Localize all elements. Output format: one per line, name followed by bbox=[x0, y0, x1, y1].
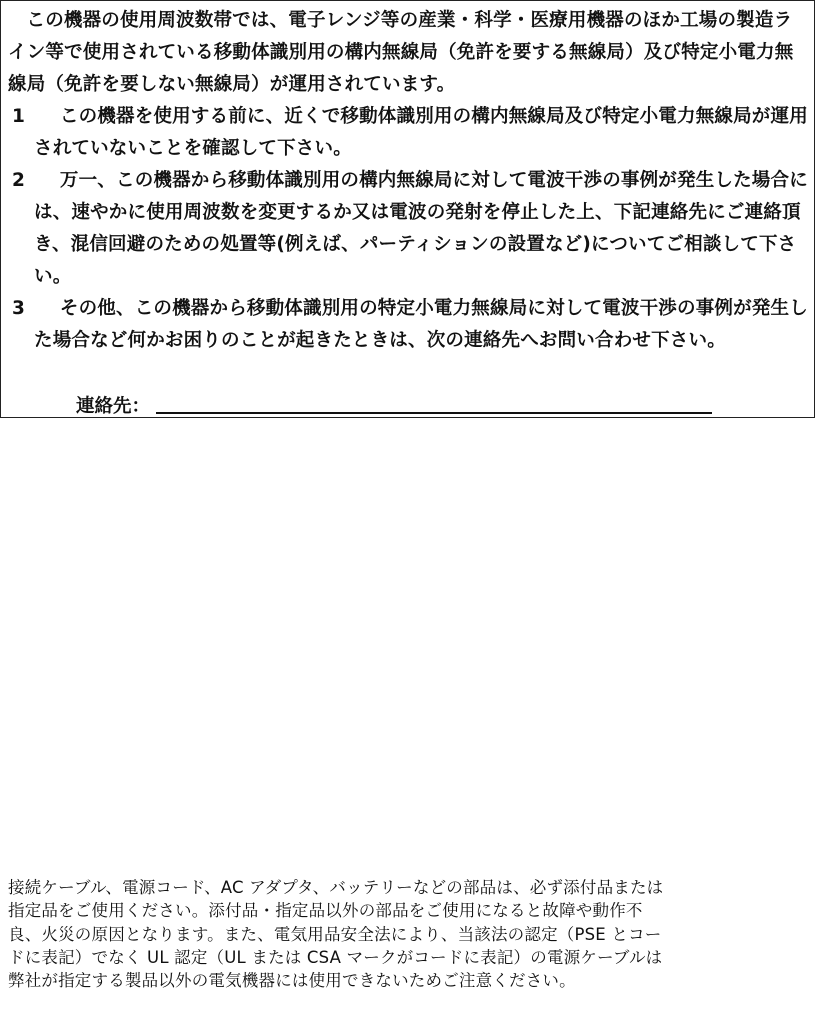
radio-interference-notice-box bbox=[0, 0, 815, 418]
notice-item-text: その他、この機器から移動体識別用の特定小電力無線局に対して電波干渉の事例が発生した場合など何かお困りのことが起きたときは、次の連絡先へお問い合わせ下さい。 bbox=[34, 298, 808, 351]
notice-intro: この機器の使用周波数帯では、電子レンジ等の産業・科学・医療用機器のほか工場の製造ライン等で使用されている移動体識別用の構内無線局（免許を要する無線局）及び特定小電力無線局（免許を要しない無線局）が運用されています。 bbox=[8, 10, 794, 95]
notice-text bbox=[8, 5, 808, 357]
notice-item-text: この機器を使用する前に、近くで移動体識別用の構内無線局及び特定小電力無線局が運用されていないことを確認して下さい。 bbox=[34, 106, 808, 159]
notice-item-number: 2 bbox=[12, 170, 26, 191]
contact-row bbox=[76, 392, 712, 418]
notice-item-3 bbox=[8, 293, 808, 357]
cable-caution-text: 接続ケーブル、電源コード、AC アダプタ、バッテリーなどの部品は、必ず添付品または指定品をご使用ください。添付品・指定品以外の部品をご使用になると故障や動作不良、火災の原因となります。また、電気用品安全法により、当該法の認定（PSE とコードに表記）でなく UL 認定（UL または CSA マークがコードに表記）の電源ケーブルは弊社が指定する製品以外の電気機器には使用できないためご注意ください。 bbox=[8, 878, 664, 991]
notice-item-number: 3 bbox=[12, 298, 26, 319]
notice-item-text: 万一、この機器から移動体識別用の構内無線局に対して電波干渉の事例が発生した場合には、速やかに使用周波数を変更するか又は電波の発射を停止した上、下記連絡先にご連絡頂き、混信回避のための処置等(例えば、パーティションの設置など)についてご相談して下さい。 bbox=[34, 170, 808, 287]
notice-items-list bbox=[8, 101, 808, 357]
notice-item-2 bbox=[8, 165, 808, 293]
contact-blank-line bbox=[156, 412, 712, 414]
contact-label: 連絡先： bbox=[76, 396, 151, 417]
notice-item-1 bbox=[8, 101, 808, 165]
notice-item-number: 1 bbox=[12, 106, 26, 127]
